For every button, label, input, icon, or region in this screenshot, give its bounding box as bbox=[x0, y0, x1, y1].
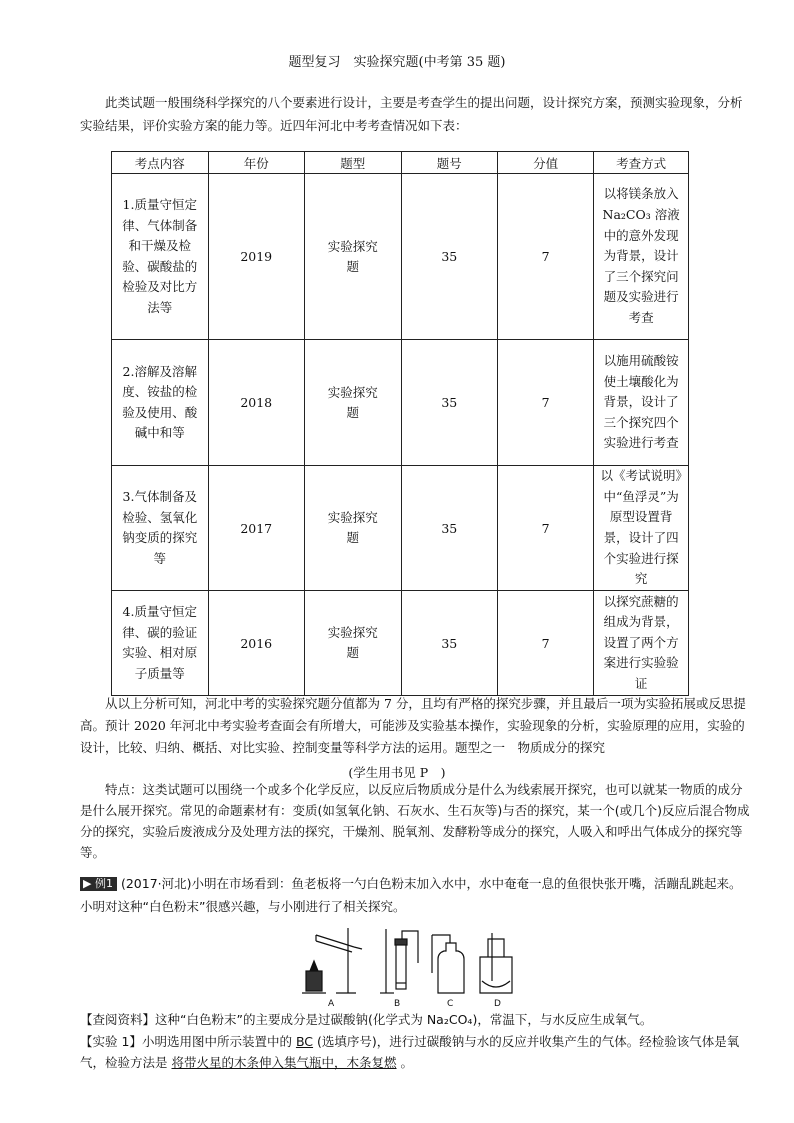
student-book-reference: (学生用书见 P ) bbox=[348, 765, 446, 780]
cell-method-text: 以《考试说明》中“鱼浮灵”为原型设置背景，设计了四个实验进行探究 bbox=[600, 468, 682, 587]
cell-method bbox=[594, 340, 689, 466]
cell-score: 7 bbox=[497, 591, 593, 696]
cell-content-text: 3.气体制备及检验、氢氧化钠变质的探究等 bbox=[122, 489, 198, 566]
cell-type-text: 实验探究题 bbox=[327, 625, 378, 660]
experiment-1-paragraph bbox=[80, 1031, 750, 1073]
answer-test-method: 将带火星的木条伸入集气瓶中，木条复燃 bbox=[171, 1055, 397, 1070]
features-paragraph: 特点：这类试题可以围绕一个或多个化学反应，以反应后物质成分是什么为线索展开探究，也可以就某一物质的成分是什么展开探究。常见的命题素材有：变质(如氢氧化钠、石灰水、生石灰等)与否的探究，某一个(或几个)反应后混合物成分的探究，实验后废液成分及处理方法的探究，干燥剂、脱氧剂、发酵粉等成分的探究，人吸入和呼出气体成分的探究等等。 bbox=[80, 782, 750, 860]
cell-type bbox=[304, 174, 401, 340]
cell-type bbox=[304, 591, 401, 696]
experiment-1-text: 小明选用图中所示装置中的 bbox=[141, 1034, 292, 1049]
figure-label-d: D bbox=[494, 999, 501, 1009]
cell-content bbox=[112, 340, 209, 466]
formula-na2co4: Na₂CO₄ bbox=[426, 1012, 473, 1027]
apparatus-a bbox=[302, 928, 362, 993]
cell-type-text: 实验探究题 bbox=[327, 238, 378, 274]
cell-number: 35 bbox=[401, 466, 497, 591]
figure-label-c: C bbox=[447, 999, 454, 1009]
example-1 bbox=[80, 872, 750, 918]
apparatus-d bbox=[480, 933, 512, 993]
experiment-1-text-end: 。 bbox=[400, 1055, 414, 1070]
table-row bbox=[112, 591, 689, 696]
apparatus-c bbox=[432, 935, 464, 993]
example-text: (2017·河北)小明在市场看到：鱼老板将一勺白色粉末加入水中，水中奄奄一息的鱼很快张开嘴，活蹦乱跳起来。小明对这种“白色粉末”很感兴趣，与小刚进行了相关探究。 bbox=[80, 876, 742, 914]
lookup-text: 这种“白色粉末”的主要成分是过碳酸钠(化学式为 bbox=[155, 1012, 427, 1027]
cell-type-text: 实验探究题 bbox=[327, 510, 378, 545]
table-row bbox=[112, 174, 689, 340]
header-type: 题型 bbox=[304, 152, 401, 174]
header-content: 考点内容 bbox=[112, 152, 209, 174]
cell-method bbox=[594, 174, 689, 340]
cell-number: 35 bbox=[401, 340, 497, 466]
apparatus-drawing bbox=[296, 923, 526, 1001]
experiment-1-text-cont: (选填序号)，进行过碳酸钠与水的反应并收集产生的气体。经检验该气体是氧气，检验方法是 bbox=[80, 1034, 740, 1070]
cell-method-text: 以施用硫酸铵使土壤酸化为背景，设计了三个探究四个实验进行考查 bbox=[603, 353, 679, 451]
apparatus-figure bbox=[296, 923, 526, 1013]
cell-method-text-cont: 溶液中的意外发现为背景，设计了三个探究问题及实验进行考查 bbox=[603, 207, 680, 325]
lookup-text-cont: )，常温下，与水反应生成氧气。 bbox=[472, 1012, 653, 1027]
cell-method bbox=[594, 591, 689, 696]
cell-method-text: 以将镁条放入 bbox=[603, 186, 679, 202]
example-badge-label: 例1 bbox=[94, 877, 113, 890]
cell-content bbox=[112, 591, 209, 696]
header-score: 分值 bbox=[497, 152, 593, 174]
lookup-paragraph bbox=[80, 1009, 750, 1030]
cell-content-text: 1.质量守恒定律、气体制备和干燥及检验、碳酸盐的检验及对比方法等 bbox=[122, 197, 198, 315]
answer-apparatus: BC bbox=[295, 1034, 314, 1049]
experiment-1-heading: 【实验 1】 bbox=[80, 1034, 142, 1049]
cell-content bbox=[112, 466, 209, 591]
cell-content-text: 4.质量守恒定律、碳的验证实验、相对原子质量等 bbox=[122, 604, 198, 681]
cell-method bbox=[594, 466, 689, 591]
cell-score: 7 bbox=[497, 466, 593, 591]
cell-type bbox=[304, 466, 401, 591]
cell-year: 2018 bbox=[208, 340, 304, 466]
table-row bbox=[112, 340, 689, 466]
page-title: 题型复习 实验探究题(中考第 35 题) bbox=[288, 55, 506, 70]
table-row bbox=[112, 466, 689, 591]
example-badge: ▶ 例1 bbox=[80, 877, 117, 891]
apparatus-b bbox=[380, 929, 418, 993]
exam-table bbox=[111, 151, 689, 696]
formula-na2co3: Na₂CO₃ bbox=[602, 207, 651, 223]
figure-label-b: B bbox=[394, 999, 401, 1009]
cell-content bbox=[112, 174, 209, 340]
cell-number: 35 bbox=[401, 174, 497, 340]
cell-year: 2019 bbox=[208, 174, 304, 340]
cell-year: 2017 bbox=[208, 466, 304, 591]
header-number: 题号 bbox=[401, 152, 497, 174]
cell-type-text: 实验探究题 bbox=[327, 384, 378, 420]
cell-method-text: 以探究蔗糖的组成为背景，设置了两个方案进行实验验证 bbox=[603, 593, 679, 691]
analysis-paragraph: 从以上分析可知，河北中考的实验探究题分值都为 7 分，且均有严格的探究步骤，并且最后一项为实验拓展或反思提高。预计 2020 年河北中考实验考查面会有所增大，可能涉及实验基本操作，实验现象的分析，实验原理的应用，实验的设计，比较、归纳、概括、对比实验、控制变量等科学方法的运用。题型之一 物质成分的探究 bbox=[80, 696, 746, 755]
cell-year: 2016 bbox=[208, 591, 304, 696]
figure-label-a: A bbox=[328, 999, 335, 1009]
lookup-heading: 【查阅资料】 bbox=[80, 1012, 156, 1027]
intro-paragraph: 此类试题一般围绕科学探究的八个要素进行设计，主要是考查学生的提出问题，设计探究方案，预测实验现象，分析实验结果，评价实验方案的能力等。近四年河北中考考查情况如下表： bbox=[80, 95, 743, 133]
header-year: 年份 bbox=[208, 152, 304, 174]
cell-score: 7 bbox=[497, 174, 593, 340]
table-header-row bbox=[112, 152, 689, 174]
cell-number: 35 bbox=[401, 591, 497, 696]
cell-type bbox=[304, 340, 401, 466]
cell-content-text: 2.溶解及溶解度、铵盐的检验及使用、酸碱中和等 bbox=[122, 363, 198, 440]
cell-score: 7 bbox=[497, 340, 593, 466]
header-method: 考查方式 bbox=[594, 152, 689, 174]
